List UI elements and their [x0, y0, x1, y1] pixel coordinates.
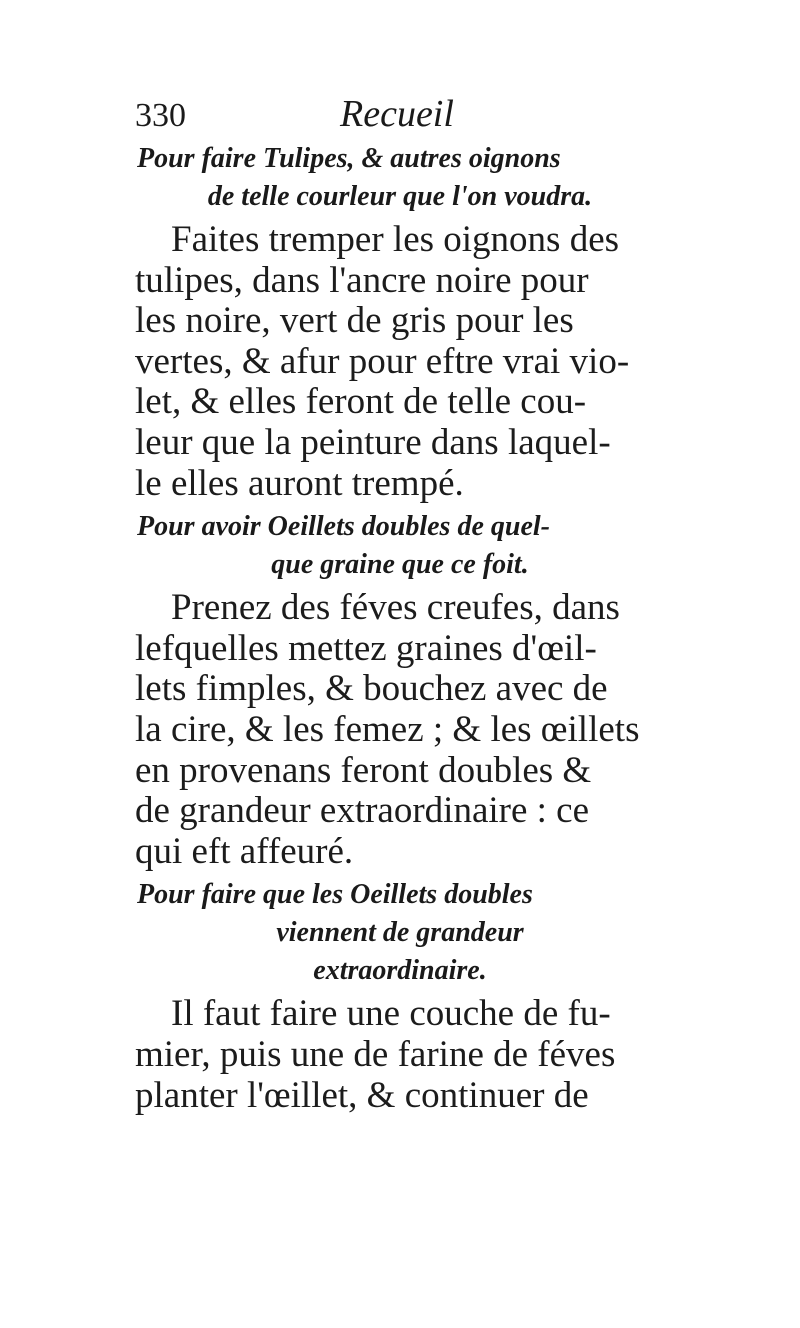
section-grandeur-extraordinaire [135, 876, 665, 1116]
body-line: Faites tremper les oignons des [171, 219, 620, 260]
body-line: le elles auront trempé. [135, 462, 464, 504]
body-line: les noire, vert de gris pour les [135, 300, 574, 342]
body-line: vertes, & afur pour eftre vrai vio- [135, 340, 630, 382]
text-block [135, 90, 665, 1120]
heading-line: viennent de grandeur [276, 917, 524, 949]
body-line: en provenans feront doubles & [135, 749, 592, 791]
heading-line: extraordinaire. [313, 955, 487, 987]
section-body [135, 588, 665, 872]
body-line: qui eft affeuré. [135, 830, 354, 872]
section-oeillets-doubles [135, 508, 665, 872]
body-line: lefquelles mettez graines d'œil- [135, 627, 597, 669]
heading-line: que graine que ce foit. [271, 549, 529, 581]
section-heading [135, 140, 665, 216]
body-line: tulipes, dans l'ancre noire pour [135, 259, 589, 301]
body-line: de grandeur extraordinaire : ce [135, 790, 590, 832]
section-heading [135, 876, 665, 990]
section-body [135, 220, 665, 504]
section-heading [135, 508, 665, 584]
page-number: 330 [135, 97, 186, 134]
running-title: Recueil [340, 93, 454, 135]
heading-line: Pour avoir Oeillets doubles de quel- [137, 511, 550, 543]
body-line: Prenez des féves creufes, dans [171, 587, 620, 629]
heading-line: Pour faire Tulipes, & autres oignons [137, 143, 561, 174]
body-line: planter l'œillet, & continuer de [135, 1074, 589, 1116]
body-line: lets fimples, & bouchez avec de [135, 668, 608, 710]
body-line: mier, puis une de farine de féves [135, 1033, 616, 1075]
body-line: Il faut faire une couche de fu- [171, 993, 611, 1035]
body-line: leur que la peinture dans laquel- [135, 421, 611, 463]
section-tulipes [135, 140, 665, 504]
running-head [135, 90, 665, 138]
body-line: la cire, & les femez ; & les œillets [135, 708, 640, 750]
body-line: let, & elles feront de telle cou- [135, 381, 587, 423]
heading-line: Pour faire que les Oeillets doubles [137, 879, 533, 911]
section-body [135, 994, 665, 1116]
heading-line: de telle courleur que l'on voudra. [207, 181, 593, 212]
